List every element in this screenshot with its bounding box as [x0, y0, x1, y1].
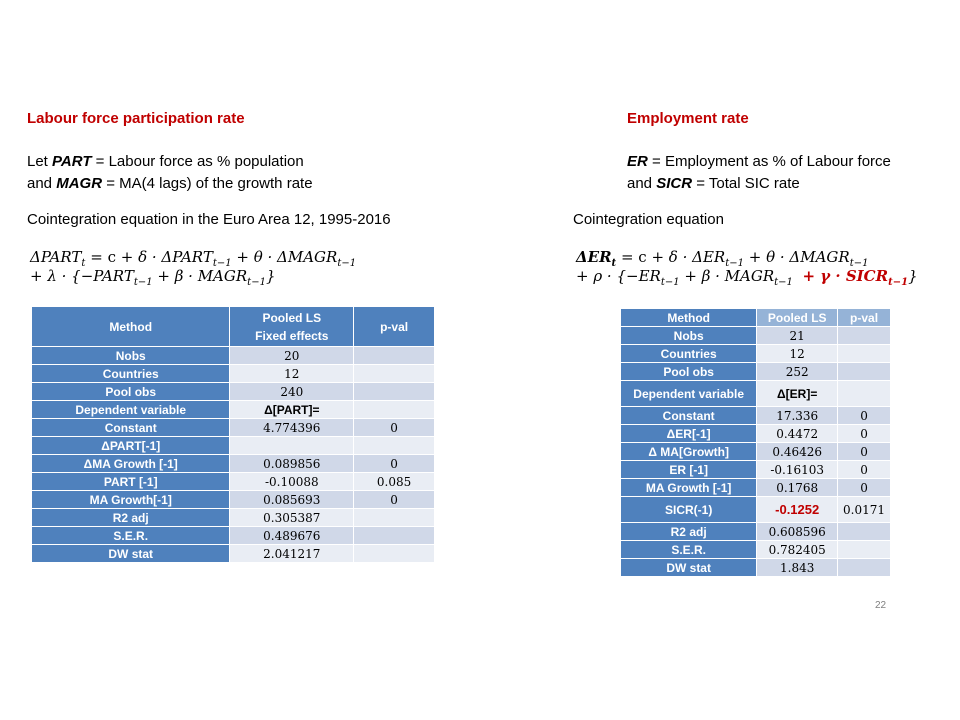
left-results-table — [31, 306, 435, 563]
table-row — [32, 527, 435, 545]
row-pval: 0 — [838, 407, 891, 425]
right-definition-sicr: and SICR = Total SIC rate — [627, 175, 800, 192]
row-label: Nobs — [32, 347, 230, 365]
row-value: -0.16103 — [757, 461, 838, 479]
row-value: 17.336 — [757, 407, 838, 425]
row-label: DW stat — [621, 559, 757, 577]
row-value: 0.782405 — [757, 541, 838, 559]
row-label: SICR(-1) — [621, 497, 757, 523]
table-row — [32, 455, 435, 473]
row-pval — [354, 383, 435, 401]
table-row — [32, 401, 435, 419]
table-row — [621, 425, 891, 443]
row-label: Pool obs — [32, 383, 230, 401]
table-row — [621, 443, 891, 461]
row-pval — [354, 401, 435, 419]
header-pval: p-val — [354, 307, 435, 347]
table-row — [621, 523, 891, 541]
row-label: S.E.R. — [621, 541, 757, 559]
page-number: 22 — [875, 600, 887, 611]
row-pval — [838, 327, 891, 345]
row-label: Dependent variable — [32, 401, 230, 419]
table-row — [621, 327, 891, 345]
row-label: MA Growth [-1] — [621, 479, 757, 497]
left-equation-line2: + $\lambda \cdot \{-PART_{t-1} + \beta$ · $MAGR_{t-1}$} — [30, 267, 276, 288]
row-pval: 0 — [354, 419, 435, 437]
row-value: 21 — [757, 327, 838, 345]
table-row — [32, 419, 435, 437]
row-label: Countries — [32, 365, 230, 383]
row-label: Constant — [32, 419, 230, 437]
row-value: 12 — [757, 345, 838, 363]
table-row — [621, 559, 891, 577]
row-pval: 0 — [838, 461, 891, 479]
row-value: 20 — [230, 347, 354, 365]
row-pval: 0 — [838, 479, 891, 497]
right-heading: Employment rate — [627, 110, 749, 127]
row-label: Δ MA[Growth] — [621, 443, 757, 461]
row-pval — [354, 527, 435, 545]
left-definition-magr: and MAGR = MA(4 lags) of the growth rate — [27, 175, 313, 192]
row-value: 0.1768 — [757, 479, 838, 497]
row-value: 252 — [757, 363, 838, 381]
row-pval — [838, 345, 891, 363]
row-label: R2 adj — [32, 509, 230, 527]
row-label: S.E.R. — [32, 527, 230, 545]
row-value: 4.774396 — [230, 419, 354, 437]
left-coint-text: Cointegration equation in the Euro Area 12, 1995-2016 — [27, 211, 391, 228]
right-coint-text: Cointegration equation — [573, 211, 724, 228]
row-pval: 0.0171 — [838, 497, 891, 523]
table-row — [32, 473, 435, 491]
row-value — [230, 437, 354, 455]
header-pval: p-val — [838, 309, 891, 327]
row-value: Δ[ER]= — [757, 381, 838, 407]
left-equation-line1: $\Delta PART_t = c + \delta$ · $\Delta PART_{t-1} + \theta$ · $\Delta MAGR_{t-1}$ — [30, 248, 357, 269]
table-row — [621, 363, 891, 381]
table-row — [621, 461, 891, 479]
right-definition-er: ER = Employment as % of Labour force — [627, 153, 891, 170]
table-row — [32, 545, 435, 563]
row-label: ER [-1] — [621, 461, 757, 479]
row-label: MA Growth[-1] — [32, 491, 230, 509]
table-row — [621, 497, 891, 523]
row-label: Dependent variable — [621, 381, 757, 407]
row-value: -0.10088 — [230, 473, 354, 491]
table-row — [621, 407, 891, 425]
row-pval: 0 — [354, 491, 435, 509]
row-label: ΔER[-1] — [621, 425, 757, 443]
row-label: Countries — [621, 345, 757, 363]
row-label: ΔMA Growth [-1] — [32, 455, 230, 473]
row-value: 240 — [230, 383, 354, 401]
row-value: 0.46426 — [757, 443, 838, 461]
table-row — [32, 491, 435, 509]
row-value: 1.843 — [757, 559, 838, 577]
row-pval — [354, 365, 435, 383]
row-pval: 0.085 — [354, 473, 435, 491]
right-equation-line1: $\Delta ER_t = c + \delta \cdot \Delta ER_{t-1} + \theta$ · $\Delta MAGR_{t-1}$ — [576, 248, 869, 269]
row-label: Constant — [621, 407, 757, 425]
row-value: 0.305387 — [230, 509, 354, 527]
row-pval — [838, 541, 891, 559]
row-value: Δ[PART]= — [230, 401, 354, 419]
left-definition-part: Let PART = Labour force as % population — [27, 153, 304, 170]
table-row — [621, 541, 891, 559]
row-pval — [354, 545, 435, 563]
row-pval — [838, 523, 891, 541]
left-heading: Labour force participation rate — [27, 110, 245, 127]
header-method: Method — [621, 309, 757, 327]
row-pval — [354, 509, 435, 527]
row-value: -0.1252 — [757, 497, 838, 523]
right-results-table — [620, 308, 891, 577]
table-row — [32, 509, 435, 527]
table-row — [32, 437, 435, 455]
row-pval: 0 — [838, 425, 891, 443]
row-label: Pool obs — [621, 363, 757, 381]
row-value: 0.4472 — [757, 425, 838, 443]
table-row — [32, 383, 435, 401]
table-row — [32, 347, 435, 365]
row-pval — [838, 381, 891, 407]
row-label: DW stat — [32, 545, 230, 563]
table-row — [621, 479, 891, 497]
row-value: 0.608596 — [757, 523, 838, 541]
row-value: 2.041217 — [230, 545, 354, 563]
row-pval — [354, 347, 435, 365]
row-value: 0.085693 — [230, 491, 354, 509]
header-pooled-ls: Pooled LS Fixed effects — [230, 307, 354, 347]
row-pval — [838, 363, 891, 381]
row-pval: 0 — [354, 455, 435, 473]
table-row — [621, 381, 891, 407]
table-row — [621, 345, 891, 363]
row-pval — [354, 437, 435, 455]
row-pval: 0 — [838, 443, 891, 461]
header-pooled-ls: Pooled LS — [757, 309, 838, 327]
row-value: 0.089856 — [230, 455, 354, 473]
row-value: 0.489676 — [230, 527, 354, 545]
table-row — [32, 365, 435, 383]
row-label: PART [-1] — [32, 473, 230, 491]
row-pval — [838, 559, 891, 577]
row-label: R2 adj — [621, 523, 757, 541]
row-label: ΔPART[-1] — [32, 437, 230, 455]
row-label: Nobs — [621, 327, 757, 345]
right-equation-line2: + $\rho \cdot \{-ER_{t-1} + \beta$ · $MAGR_{t-1} + \gamma$ · $SICR_{t-1}$} — [576, 267, 918, 288]
row-value: 12 — [230, 365, 354, 383]
header-method: Method — [32, 307, 230, 347]
